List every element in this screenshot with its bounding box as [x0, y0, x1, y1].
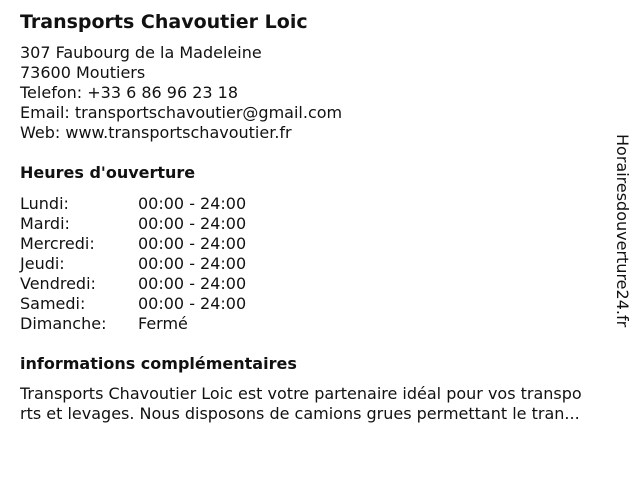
time-range: 00:00 - 24:00	[138, 274, 247, 293]
day-label: Jeudi:	[20, 254, 65, 273]
time-range: 00:00 - 24:00	[138, 234, 247, 253]
info-line-2: rts et levages. Nous disposons de camions grues permettant le tran...	[20, 404, 580, 423]
time-range: 00:00 - 24:00	[138, 254, 247, 273]
time-range: 00:00 - 24:00	[138, 214, 247, 233]
hours-row	[20, 194, 246, 214]
opening-hours-table	[20, 194, 246, 334]
address-city: 73600 Moutiers	[20, 63, 146, 82]
contact-block	[20, 43, 342, 143]
web-line[interactable]: Web: www.transportschavoutier.fr	[20, 123, 292, 142]
address-street: 307 Faubourg de la Madeleine	[20, 43, 262, 62]
info-heading: informations complémentaires	[20, 354, 297, 373]
time-range: 00:00 - 24:00	[138, 194, 247, 213]
time-range: Fermé	[138, 314, 188, 333]
time-range: 00:00 - 24:00	[138, 294, 247, 313]
phone-line[interactable]: Telefon: +33 6 86 96 23 18	[20, 83, 239, 102]
hours-row	[20, 214, 246, 234]
day-label: Mercredi:	[20, 234, 95, 253]
day-label: Dimanche:	[20, 314, 107, 333]
day-label: Vendredi:	[20, 274, 96, 293]
hours-row	[20, 274, 246, 294]
hours-heading: Heures d'ouverture	[20, 163, 196, 182]
day-label: Lundi:	[20, 194, 69, 213]
business-name: Transports Chavoutier Loic	[20, 11, 308, 33]
info-line-1: Transports Chavoutier Loic est votre partenaire idéal pour vos transpo	[20, 384, 582, 403]
hours-row	[20, 234, 246, 254]
email-line[interactable]: Email: transportschavoutier@gmail.com	[20, 103, 343, 122]
info-description	[20, 384, 626, 424]
day-label: Samedi:	[20, 294, 86, 313]
hours-row	[20, 294, 246, 314]
day-label: Mardi:	[20, 214, 70, 233]
hours-row	[20, 314, 246, 334]
site-watermark: Horairesdouverture24.fr	[613, 134, 632, 328]
hours-row	[20, 254, 246, 274]
